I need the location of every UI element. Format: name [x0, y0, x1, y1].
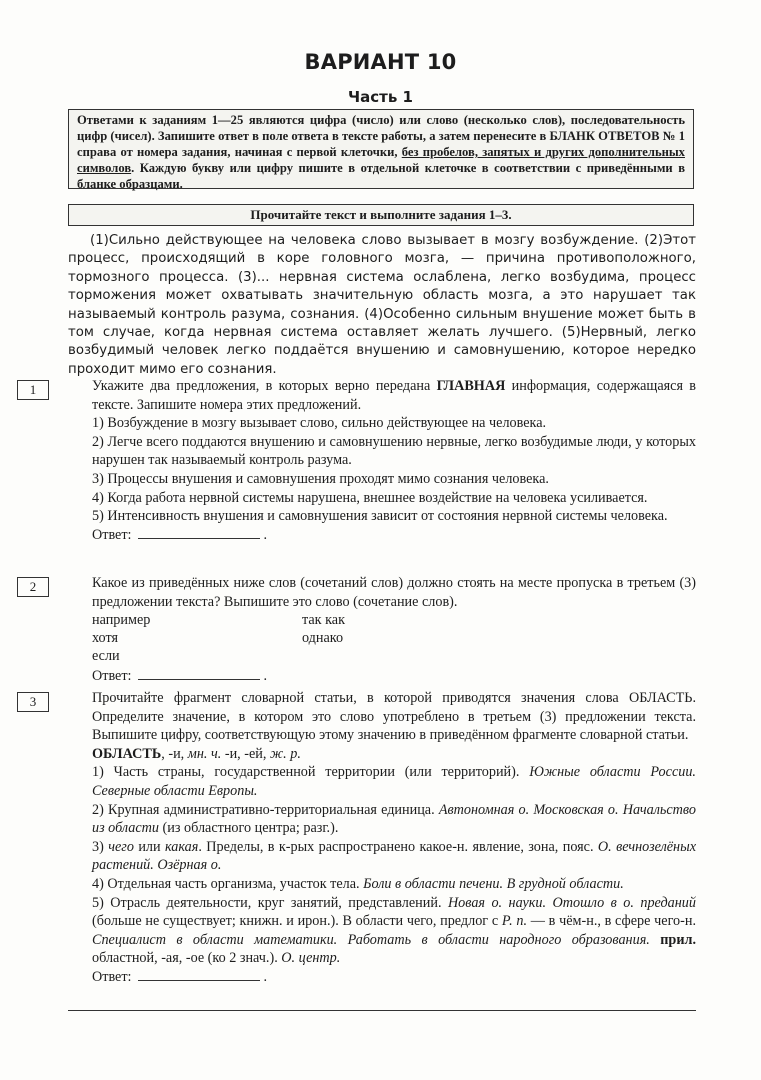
part-title: Часть 1 — [348, 88, 413, 106]
task-3-prompt: Прочитайте фрагмент словарной статьи, в которой приводятся значения слова ОБЛАСТЬ. Определите значение, в котором это слово употреблено в третьем (3) предложении текста. Выпишите цифру, соответствующую этому значению в приведённом фрагменте словарной статьи. — [92, 690, 696, 744]
reading-passage — [68, 232, 696, 379]
dictionary-meaning-4: 4) Отдельная часть организма, участок тела. Боли в области печени. В грудной области. — [92, 875, 624, 892]
task-1-prompt: Укажите два предложения, в которых верно передана ГЛАВНАЯ информация, содержащаяся в тексте. Запишите номера этих предложений. — [92, 378, 696, 413]
task-2-prompt: Какое из приведённых ниже слов (сочетаний слов) должно стоять на месте пропуска в третьем (3) предложении текста? Выпишите это слово (сочетание слов). — [92, 575, 696, 610]
task-2-word-2: так как — [302, 612, 345, 629]
task-1-option-4: 4) Когда работа нервной системы нарушена, внешнее воздействие на человека усиливается. — [92, 489, 648, 506]
bottom-divider — [68, 1010, 696, 1011]
task-1 — [92, 377, 696, 544]
task-2-answer-line[interactable] — [138, 667, 260, 680]
task-2-word-5: если — [92, 648, 120, 665]
task-2-answer[interactable]: Ответ: . — [92, 668, 268, 685]
task-2-word-1: например — [92, 612, 151, 629]
task-3-answer[interactable]: Ответ: . — [92, 968, 268, 985]
dictionary-headword: ОБЛАСТЬ, -и, мн. ч. -и, -ей, ж. р. — [92, 745, 301, 762]
task-2-word-list — [92, 611, 696, 667]
instructions-text-b: . Каждую букву или цифру пишите в отдельной клеточке в соответствии с приведёнными в бланке образцами. — [77, 161, 685, 191]
task-1-answer-line[interactable] — [138, 526, 260, 539]
task-1-option-3: 3) Процессы внушения и самовнушения проходят мимо сознания человека. — [92, 470, 549, 487]
task-1-option-2: 2) Легче всего поддаются внушению и самовнушению нервные, легко возбудимые люди, у которых нарушен так называемый контроль разума. — [92, 433, 696, 469]
task-1-option-5: 5) Интенсивность внушения и самовнушения зависит от состояния нервной системы человека. — [92, 508, 668, 525]
task-3 — [92, 689, 696, 987]
passage-text: (1)Сильно действующее на человека слово вызывает в мозгу возбуждение. (2)Этот процесс, происходящий в коре головного мозга, — причина противоположного, тормозного процесса. (3)... нервная система ослаблена, легко возбудима, процесс торможения может охватывать значительную область мозга, а это нарушает так называемый контроль разума, сознания. (4)Особенно сильным внушение может быть в том случае, когда нервная система оставляет желать лучшего. (5)Нервный, легко возбудимый человек легко поддаётся внушению и самовнушению, которое нередко проходит мимо его сознания. — [68, 233, 696, 377]
instructions-text-a: Ответами к заданиям 1—25 являются цифра (число) или слово (несколько слов), последовательность цифр (чисел). Запишите ответ в поле ответа в тексте работы, а затем перенесите в БЛАНК ОТВЕТОВ № 1 справа от номера задания, начиная с первой клеточки, — [77, 113, 685, 159]
task-2 — [92, 574, 696, 686]
task-3-answer-line[interactable] — [138, 968, 260, 981]
dictionary-meaning-5: 5) Отрасль деятельности, круг занятий, представлений. Новая о. науки. Отошло в о. преданий (больше не существует; книжн. и ирон.). В области чего, предлог с Р. п. — в чём-н., в сфере чего-н. Специалист в области математики. Работать в области народного образования. прил. областной, -ая, -ое (ко 2 знач.). О. центр. — [92, 894, 696, 967]
variant-title: ВАРИАНТ 10 — [304, 50, 457, 74]
instructions-text-underlined: без пробелов, запятых и других дополнительных символов — [77, 145, 685, 175]
task-1-answer[interactable]: Ответ: . — [92, 526, 268, 543]
dictionary-meaning-1: 1) Часть страны, государственной территории (или территорий). Южные области России. Северные области Европы. — [92, 764, 696, 799]
instructions-box — [68, 109, 694, 189]
dictionary-meaning-3: 3) чего или какая. Пределы, в к-рых распространено какое-н. явление, зона, пояс. О. вечнозелёных растений. Озёрная о. — [92, 838, 696, 874]
task-number-2: 2 — [17, 577, 49, 597]
task-2-word-3: хотя — [92, 630, 118, 647]
task-number-1: 1 — [17, 380, 49, 400]
read-prompt-box: Прочитайте текст и выполните задания 1–3. — [68, 204, 694, 226]
task-number-3: 3 — [17, 692, 49, 712]
dictionary-meaning-2: 2) Крупная административно-территориальная единица. Автономная о. Московская о. Начальство из области (из областного центра; разг.). — [92, 801, 696, 837]
task-1-option-1: 1) Возбуждение в мозгу вызывает слово, сильно действующее на человека. — [92, 415, 547, 432]
task-2-word-4: однако — [302, 630, 344, 647]
